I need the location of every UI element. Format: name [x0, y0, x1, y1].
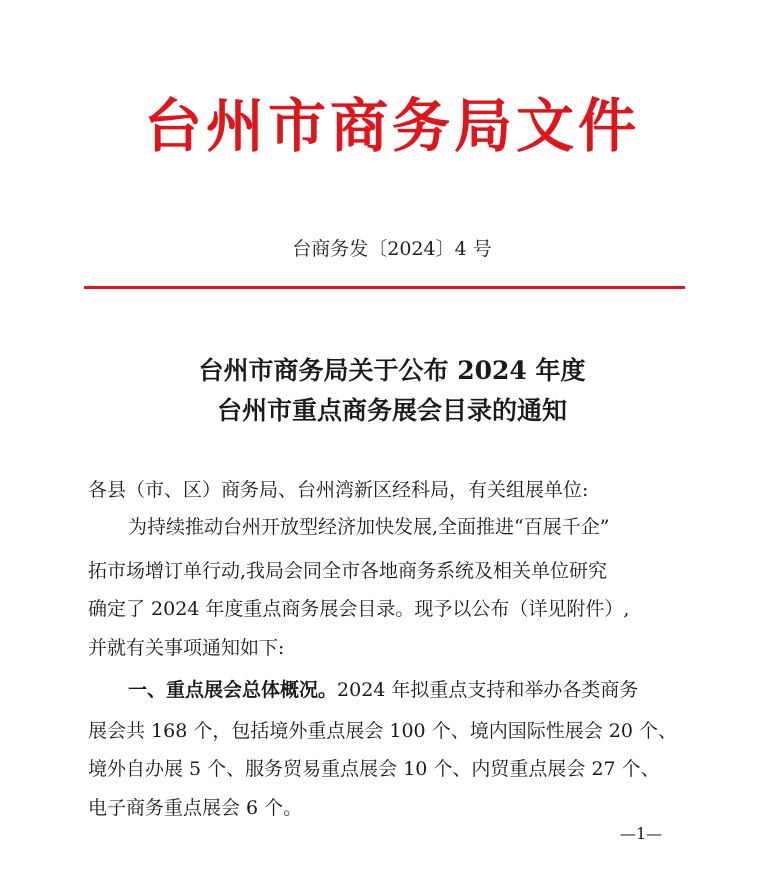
section-1-heading: 一、重点展会总体概况。	[128, 679, 338, 701]
page-number: —1—	[620, 824, 663, 843]
section-1-line-2: 展会共 168 个，包括境外重点展会 100 个、境内国际性展会 20 个、	[88, 720, 677, 742]
section-1-line-3: 境外自办展 5 个、服务贸易重点展会 10 个、内贸重点展会 27 个、	[88, 758, 660, 780]
notice-title-line-2: 台州市重点商务展会目录的通知	[216, 396, 567, 425]
document-number: 台商务发〔2024〕4 号	[292, 238, 492, 260]
paragraph-1-line-1: 为持续推动台州开放型经济加快发展,全面推进“百展千企”	[128, 516, 610, 538]
section-1-line-4: 电子商务重点展会 6 个。	[88, 797, 303, 819]
section-1-first-line	[128, 675, 638, 705]
salutation: 各县（市、区）商务局、台州湾新区经科局，有关组展单位:	[88, 479, 589, 501]
paragraph-1-line-4: 并就有关事项通知如下:	[88, 637, 285, 659]
notice-title-line-1: 台州市商务局关于公布 2024 年度	[198, 356, 586, 385]
paragraph-1-line-2: 拓市场增订单行动,我局会同全市各地商务系统及相关单位研究	[88, 560, 608, 582]
document-header-title: 台州市商务局文件	[143, 92, 640, 160]
paragraph-1-line-3: 确定了 2024 年度重点商务展会目录。现予以公布（详见附件）,	[88, 598, 630, 620]
red-divider-line	[84, 286, 685, 289]
section-1-line-1-text: 2024 年拟重点支持和举办各类商务	[337, 679, 639, 701]
